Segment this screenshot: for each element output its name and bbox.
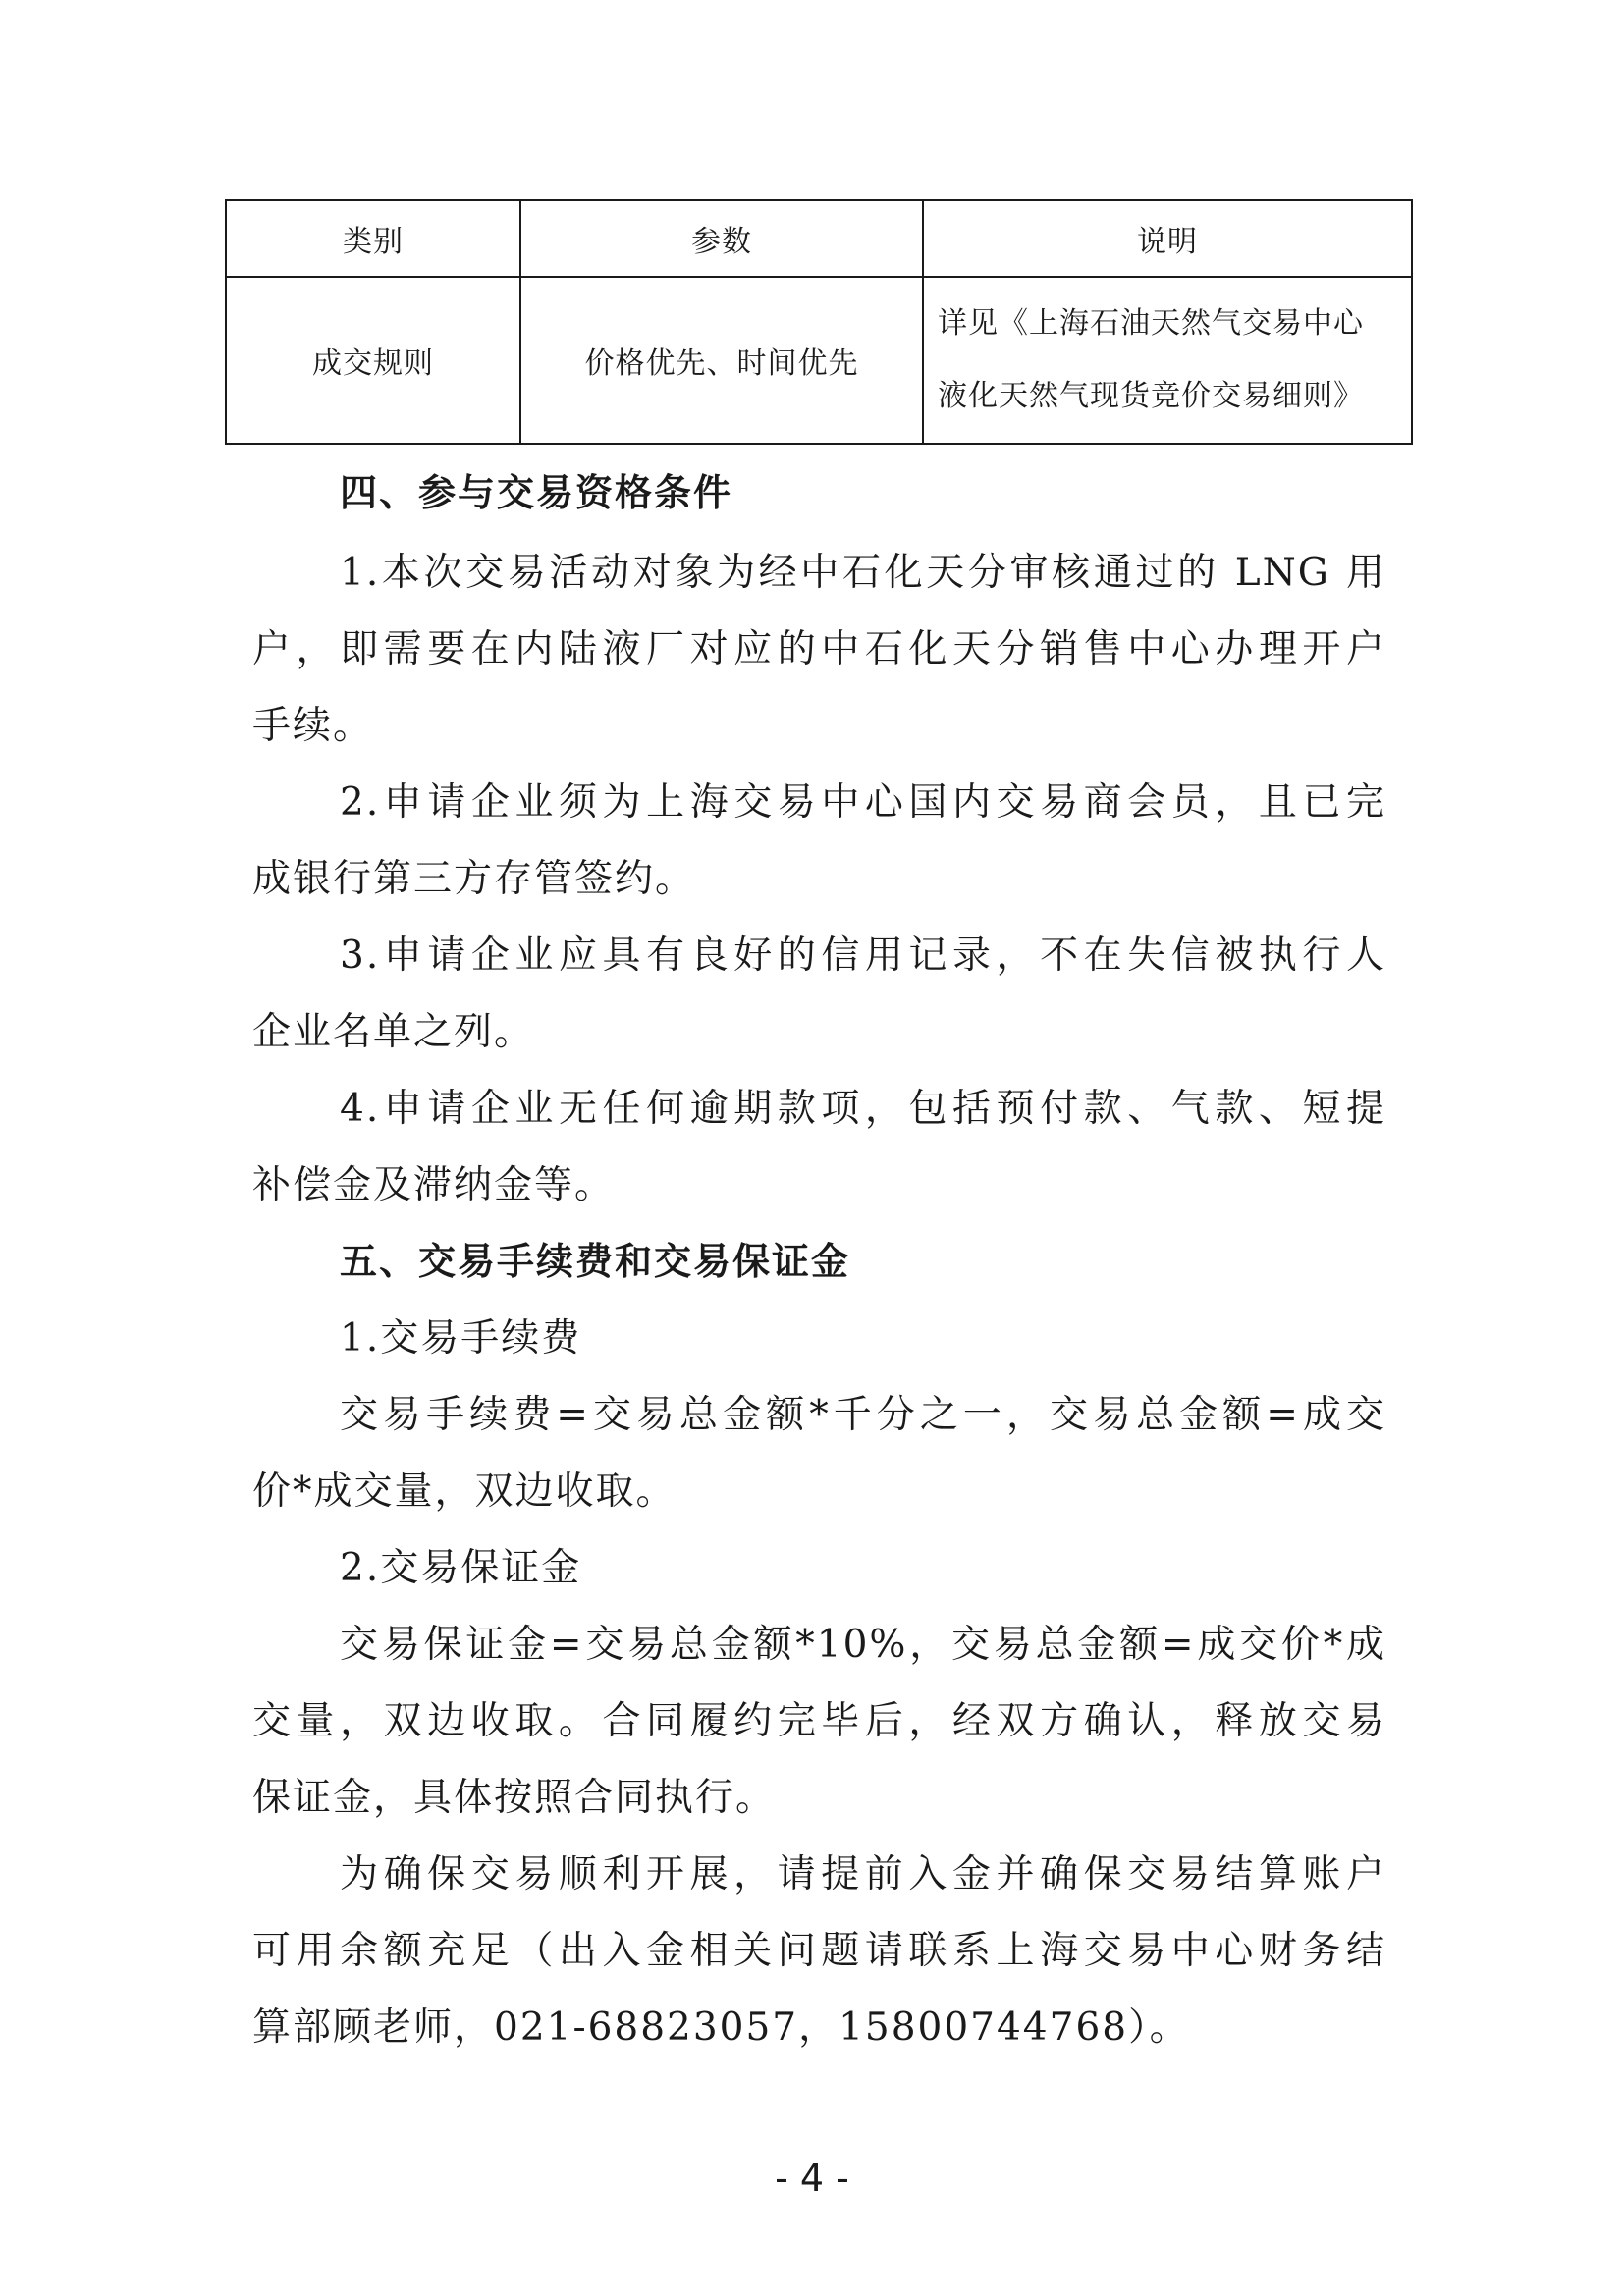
- paragraph-line: 企业名单之列。: [252, 1010, 535, 1054]
- paragraph-line: 交易保证金=交易总金额*10%，交易总金额=成交价*成: [340, 1623, 1386, 1667]
- paragraph-line: 2.申请企业须为上海交易中心国内交易商会员，且已完: [340, 780, 1386, 825]
- table-cell-parameter: 价格优先、时间优先: [520, 277, 923, 444]
- table-cell-category: 成交规则: [226, 277, 520, 444]
- table-header-row: [226, 200, 1412, 277]
- paragraph-line: 3.申请企业应具有良好的信用记录，不在失信被执行人: [340, 934, 1386, 978]
- paragraph-line: 交易手续费=交易总金额*千分之一，交易总金额=成交: [340, 1393, 1386, 1437]
- description-line: 液化天然气现货竞价交易细则》: [938, 379, 1364, 413]
- paragraph-line: 补偿金及滞纳金等。: [252, 1163, 616, 1207]
- paragraph-line: 4.申请企业无任何逾期款项，包括预付款、气款、短提: [340, 1087, 1386, 1131]
- section-heading-fees: 五、交易手续费和交易保证金: [340, 1240, 851, 1283]
- subsection-title-fee: 1.交易手续费: [340, 1316, 582, 1361]
- table-cell-description: [923, 277, 1412, 444]
- description-line: 详见《上海石油天然气交易中心: [938, 306, 1364, 341]
- paragraph-line: 成银行第三方存管签约。: [252, 857, 696, 901]
- paragraph-line: 户，即需要在内陆液厂对应的中石化天分销售中心办理开户: [252, 627, 1386, 671]
- paragraph-line: 手续。: [252, 704, 374, 748]
- paragraph-line: 可用余额充足（出入金相关问题请联系上海交易中心财务结: [252, 1929, 1386, 1973]
- paragraph-line: 保证金，具体按照合同执行。: [252, 1776, 777, 1820]
- page-number: - 4 -: [775, 2157, 849, 2200]
- table-row: [226, 277, 1412, 444]
- trading-rule-table: [225, 199, 1413, 445]
- subsection-title-deposit: 2.交易保证金: [340, 1546, 582, 1590]
- paragraph-line: 1.本次交易活动对象为经中石化天分审核通过的 LNG 用: [340, 551, 1386, 595]
- table-header-category: 类别: [226, 200, 520, 277]
- table-header-description: 说明: [923, 200, 1412, 277]
- paragraph-line: 交量，双边收取。合同履约完毕后，经双方确认，释放交易: [252, 1699, 1386, 1743]
- paragraph-line: 算部顾老师，021-68823057，15800744768）。: [252, 2005, 1190, 2050]
- paragraph-line: 为确保交易顺利开展，请提前入金并确保交易结算账户: [340, 1852, 1386, 1896]
- section-heading-eligibility: 四、参与交易资格条件: [340, 471, 733, 514]
- paragraph-line: 价*成交量，双边收取。: [252, 1469, 677, 1514]
- table-header-parameter: 参数: [520, 200, 923, 277]
